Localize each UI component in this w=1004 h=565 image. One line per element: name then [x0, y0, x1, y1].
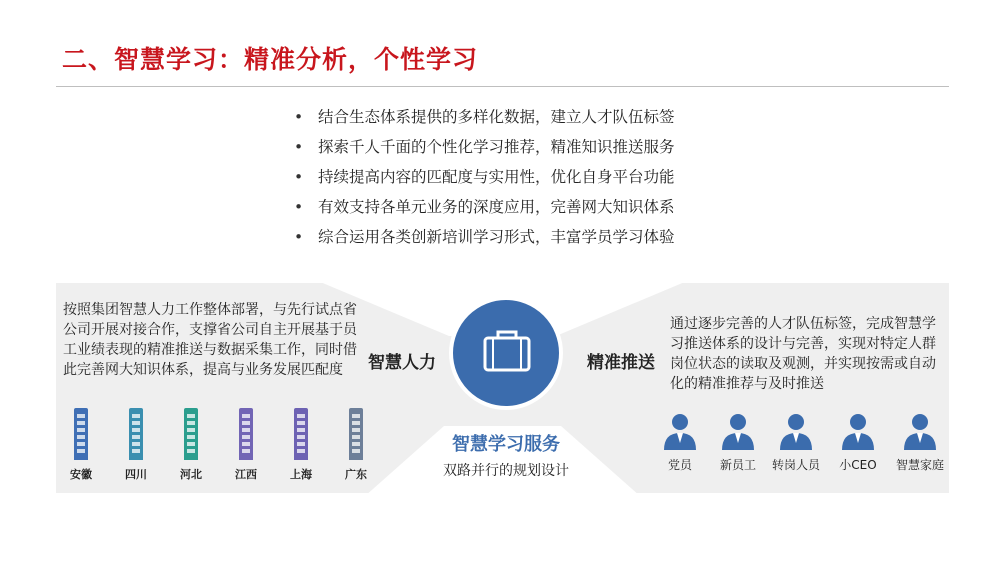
building-window [77, 435, 85, 439]
building-window [297, 421, 305, 425]
page-title: 二、智慧学习：精准分析，个性学习 [62, 45, 479, 74]
building-window [297, 449, 305, 453]
building-window [132, 449, 140, 453]
building-window [77, 428, 85, 432]
building-window [297, 442, 305, 446]
building-window [242, 435, 250, 439]
province-item [105, 408, 167, 482]
role-item [650, 410, 710, 473]
building-window [187, 414, 195, 418]
label-precise-push: 精准推送 [587, 353, 655, 373]
building-window [187, 421, 195, 425]
briefcase-icon [453, 300, 559, 406]
bullet-item [294, 162, 675, 192]
building-window [132, 442, 140, 446]
bullet-dot: • [294, 168, 304, 186]
building-window [352, 449, 360, 453]
role-name: 转岗人员 [771, 458, 820, 472]
province-item [215, 408, 277, 482]
province-item [270, 408, 332, 482]
building-window [352, 414, 360, 418]
province-name: 安徽 [70, 468, 92, 481]
person-icon [718, 410, 758, 450]
province-item [50, 408, 112, 482]
building-icon [294, 408, 308, 460]
building-window [187, 442, 195, 446]
building-window [352, 435, 360, 439]
building-window [187, 435, 195, 439]
building-window [242, 428, 250, 432]
bullet-text: 持续提高内容的匹配度与实用性，优化自身平台功能 [318, 168, 675, 186]
role-item [890, 410, 950, 473]
role-name: 新员工 [719, 458, 756, 472]
bullet-text: 探索千人千面的个性化学习推荐，精准知识推送服务 [318, 138, 675, 156]
province-item [325, 408, 387, 482]
building-icon [74, 408, 88, 460]
role-name: 小CEO [839, 458, 877, 472]
building-window [242, 414, 250, 418]
role-item [708, 410, 768, 473]
building-window [352, 442, 360, 446]
building-window [187, 449, 195, 453]
bullet-text: 结合生态体系提供的多样化数据，建立人才队伍标签 [318, 108, 675, 126]
person-icon [660, 410, 700, 450]
bullet-item [294, 132, 675, 162]
bullet-item [294, 192, 675, 222]
right-panel-text: 通过逐步完善的人才队伍标签，完成智慧学习推送体系的设计与完善，实现对特定人群岗位状态的读取及观测，并实现按需或自动化的精准推荐与及时推送 [670, 316, 936, 392]
building-window [132, 421, 140, 425]
building-window [297, 414, 305, 418]
building-window [352, 428, 360, 432]
bullet-dot: • [294, 228, 304, 246]
building-icon [129, 408, 143, 460]
building-window [352, 421, 360, 425]
province-name: 四川 [125, 468, 147, 481]
center-subtitle: 双路并行的规划设计 [443, 463, 569, 479]
bullet-dot: • [294, 138, 304, 156]
province-item [160, 408, 222, 482]
bullet-item [294, 102, 675, 132]
bullet-dot: • [294, 198, 304, 216]
label-smart-hr: 智慧人力 [368, 353, 436, 373]
person-icon [776, 410, 816, 450]
building-window [297, 428, 305, 432]
person-icon [900, 410, 940, 450]
bullet-text: 综合运用各类创新培训学习形式，丰富学员学习体验 [318, 228, 675, 246]
building-window [187, 428, 195, 432]
building-window [132, 414, 140, 418]
bullet-list [294, 102, 675, 252]
bullet-item [294, 222, 675, 252]
building-icon [349, 408, 363, 460]
building-window [242, 442, 250, 446]
building-window [77, 414, 85, 418]
building-window [77, 449, 85, 453]
province-name: 江西 [235, 468, 257, 481]
center-title: 智慧学习服务 [452, 434, 560, 455]
bullet-text: 有效支持各单元业务的深度应用，完善网大知识体系 [318, 198, 675, 216]
role-name: 党员 [667, 458, 692, 472]
building-icon [239, 408, 253, 460]
center-circle [449, 296, 563, 410]
building-icon [184, 408, 198, 460]
building-window [77, 442, 85, 446]
building-window [242, 421, 250, 425]
province-name: 河北 [180, 468, 202, 481]
building-window [77, 421, 85, 425]
person-icon [838, 410, 878, 450]
building-window [132, 435, 140, 439]
province-name: 上海 [290, 468, 312, 481]
role-item [828, 410, 888, 473]
province-name: 广东 [345, 468, 367, 481]
title-divider [56, 86, 949, 87]
role-item [766, 410, 826, 473]
role-name: 智慧家庭 [895, 458, 944, 472]
building-window [242, 449, 250, 453]
building-window [132, 428, 140, 432]
building-window [297, 435, 305, 439]
left-panel-text: 按照集团智慧人力工作整体部署，与先行试点省公司开展对接合作，支撑省公司自主开展基于员工业绩表现的精准推送与数据采集工作，同时借此完善网大知识体系，提高与业务发展匹配度 [63, 302, 357, 378]
bullet-dot: • [294, 108, 304, 126]
